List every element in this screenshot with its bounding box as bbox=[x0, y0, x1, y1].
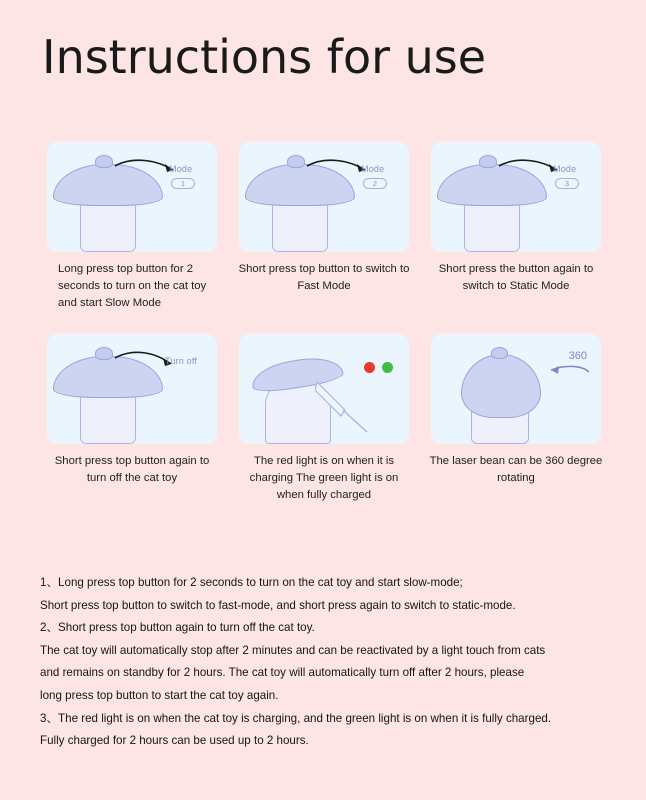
indicator-lights bbox=[364, 362, 393, 373]
mode-label: Mode bbox=[361, 164, 385, 174]
press-arrow-icon bbox=[47, 334, 217, 444]
mode-label: Mode bbox=[553, 164, 577, 174]
illustration-charging bbox=[239, 334, 409, 444]
mode-value-pill: 1 bbox=[171, 178, 195, 189]
step-card-fast-mode bbox=[228, 142, 420, 312]
instruction-line: long press top button to start the cat toy again. bbox=[40, 688, 279, 702]
illustration-static-mode bbox=[431, 142, 601, 252]
row-spacer bbox=[36, 312, 614, 334]
step-card-turn-off bbox=[36, 334, 228, 504]
illustration-slow-mode bbox=[47, 142, 217, 252]
instructions-text bbox=[40, 572, 614, 753]
instruction-line: 3、The red light is on when the cat toy is charging, and the green light is on when it is fully charged. bbox=[40, 711, 552, 725]
step-caption: The laser bean can be 360 degree rotating bbox=[429, 455, 603, 484]
press-arrow-icon bbox=[47, 142, 217, 252]
instruction-line: and remains on standby for 2 hours. The cat toy will automatically turn off after 2 hours, please bbox=[40, 666, 525, 680]
step-caption: Short press top button to switch to Fast Mode bbox=[238, 263, 410, 292]
step-caption: The red light is on when it is charging The green light is on when fully charged bbox=[249, 455, 399, 501]
instruction-line: The cat toy will automatically stop after 2 minutes and can be reactivated by a light touch from cats bbox=[40, 643, 546, 657]
illustration-fast-mode bbox=[239, 142, 409, 252]
step-card-slow-mode bbox=[36, 142, 228, 312]
press-arrow-icon bbox=[239, 142, 409, 252]
fully-charged-indicator bbox=[382, 362, 393, 373]
mode-value-pill: 3 bbox=[555, 178, 579, 189]
instruction-line: Fully charged for 2 hours can be used up to 2 hours. bbox=[40, 734, 309, 748]
press-arrow-icon bbox=[431, 142, 601, 252]
step-caption: Long press top button for 2 seconds to turn on the cat toy and start Slow Mode bbox=[58, 263, 207, 309]
instruction-line: 2、Short press top button again to turn off the cat toy. bbox=[40, 621, 315, 635]
charging-indicator bbox=[364, 362, 375, 373]
turn-off-label: Turn off bbox=[165, 356, 198, 366]
instruction-line: 1、Long press top button for 2 seconds to turn on the cat toy and start slow-mode; bbox=[40, 576, 463, 589]
step-grid bbox=[36, 142, 614, 504]
illustration-turn-off bbox=[47, 334, 217, 444]
step-caption: Short press the button again to switch to Static Mode bbox=[438, 263, 594, 292]
step-card-rotating bbox=[420, 334, 612, 504]
rotation-degree-label: 360 bbox=[568, 350, 587, 362]
mode-value-pill: 2 bbox=[363, 178, 387, 189]
instruction-line: Short press top button to switch to fast-mode, and short press again to switch to static-mode. bbox=[40, 598, 516, 612]
charging-cable-icon bbox=[315, 380, 405, 440]
step-card-static-mode bbox=[420, 142, 612, 312]
page-title: Instructions for use bbox=[42, 30, 487, 84]
illustration-rotating bbox=[431, 334, 601, 444]
mode-label: Mode bbox=[169, 164, 193, 174]
step-card-charging bbox=[228, 334, 420, 504]
step-caption: Short press top button again to turn off the cat toy bbox=[54, 455, 210, 484]
